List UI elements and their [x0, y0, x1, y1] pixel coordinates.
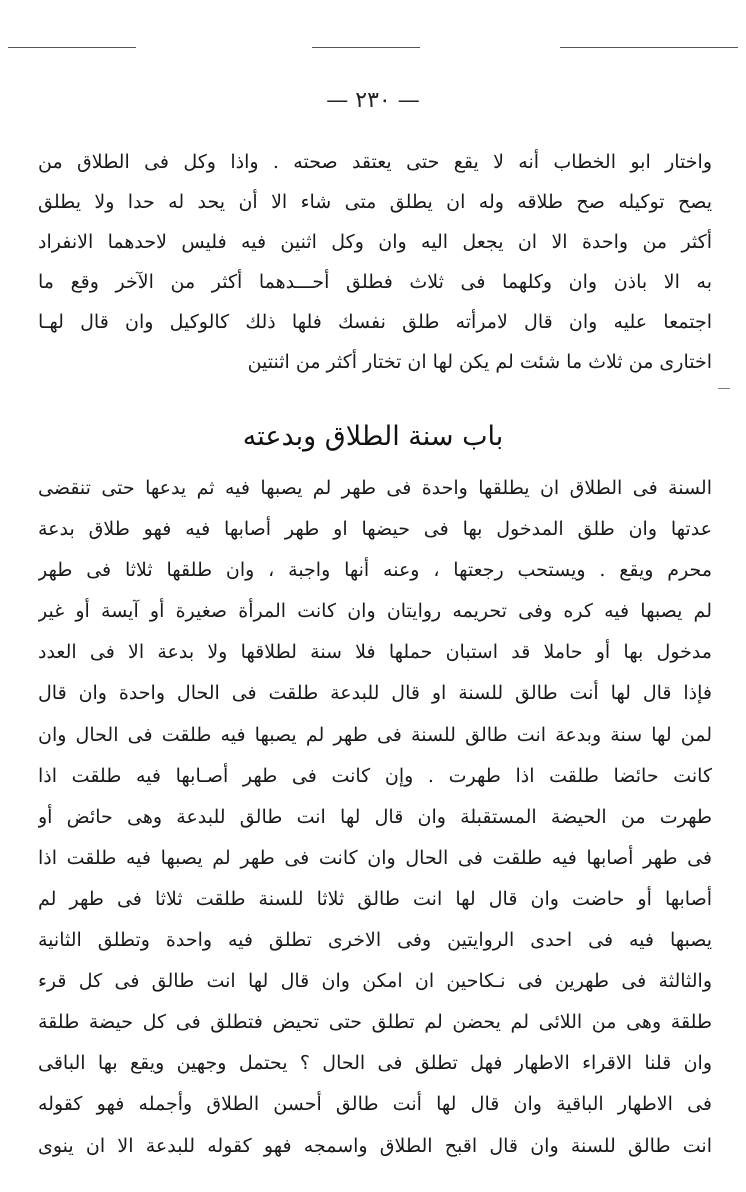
text-line: فإذا قال لها أنت طالق للسنة او قال للبدعة طلقت فى الحال واحدة وان قال: [38, 682, 712, 705]
text-line: فى الاطهار الباقية وان قال لها أنت طالق أحسن الطلاق وأجمله فهو كقوله: [38, 1093, 712, 1116]
top-rule-left: [8, 47, 136, 48]
text-line: واختار ابو الخطاب أنه لا يقع حتى يعتقد صحته . واذا وكل فى الطلاق من: [38, 151, 712, 173]
text-line: السنة فى الطلاق ان يطلقها واحدة فى طهر لم يصبها فيه ثم يدعها حتى تنقضى: [38, 477, 712, 499]
text-line: طلقة وهى من اللائى لم يحضن لم تطلق حتى تحيض فتطلق فى كل حيضة طلقة: [38, 1011, 712, 1034]
section-heading: باب سنة الطلاق وبدعته: [242, 421, 504, 452]
text-line: يصح توكيله صح طلاقه وله ان يطلق متى شاء الا أن يحد له حدا ولا يطلق: [38, 191, 712, 213]
text-line: طهرت من الحيضة المستقبلة وان قال لها انت طالق للبدعة وهى حائض أو: [38, 805, 712, 828]
text-line: أكثر من واحدة الا ان يجعل اليه وان وكل اثنين فيه فليس لاحدهما الانفراد: [38, 231, 712, 253]
top-rule-right: [560, 47, 738, 48]
text-line: والثالثة فى طهرين فى نـكاحين ان امكن وان قال لها انت طالق فى كل قرء: [38, 970, 712, 993]
text-line: اختارى من ثلاث ما شئت لم يكن لها ان تختار أكثر من اثنتين: [247, 351, 712, 373]
text-line: انت طالق للسنة وان قال اقبح الطلاق واسمجه فهو كقوله للبدعة الا ان ينوى: [38, 1134, 712, 1157]
text-line: مدخول بها أو حاملا قد استبان حملها فلا سنة لطلاقها ولا بدعة الا فى العدد: [38, 641, 712, 664]
text-line: لمن لها سنة وبدعة انت طالق للسنة فى طهر لم يصبها فيه طلقت فى الحال وان: [38, 723, 712, 746]
text-line: فى طهر أصابها فيه طلقت فى الحال وان كانت فى طهر لم يصبها فيه طلقت اذا: [38, 846, 712, 869]
paragraph-2: [38, 468, 712, 1167]
text-line: أصابها أو حاضت وان قال لها انت طالق ثلاثا للسنة طلقت ثلاثا فى طهر لم: [38, 887, 712, 910]
text-line: يصبها فيه فى احدى الروايتين وفى الاخرى تطلق فيه واحدة وتطلق الثانية: [38, 929, 712, 952]
page-number: — ٢٣٠ —: [326, 88, 420, 113]
text-line: محرم ويقع . ويستحب رجعتها ، وعنه أنها واجبة ، وان طلقها ثلاثا فى طهر: [38, 559, 712, 582]
text-line: كانت حائضا طلقت اذا طهرت . وإن كانت فى طهر أصـابها فيه طلقت اذا: [38, 764, 712, 787]
top-rule-center: [312, 47, 420, 48]
paragraph-1: [38, 142, 712, 382]
text-line: وان قلنا الاقراء الاطهار فهل تطلق فى الحال ؟ يحتمل وجهين ويقع بها الباقى: [38, 1052, 712, 1075]
margin-mark: [718, 388, 730, 389]
text-line: لم يصبها فيه كره وفى تحريمه روايتان وان كانت المرأة صغيرة أو آيسة أو غير: [38, 600, 712, 623]
text-line: اجتمعا عليه وان قال لامرأته طلق نفسك فلها ذلك كالوكيل وان قال لهـا: [38, 311, 712, 333]
text-line: به الا باذن وان وكلهما فى ثلاث فطلق أحـــدهما أكثر من الآخر وقع ما: [38, 271, 712, 293]
text-line: عدتها وان طلق المدخول بها فى حيضها او طهر أصابها فيه فهو طلاق بدعة: [38, 518, 712, 541]
